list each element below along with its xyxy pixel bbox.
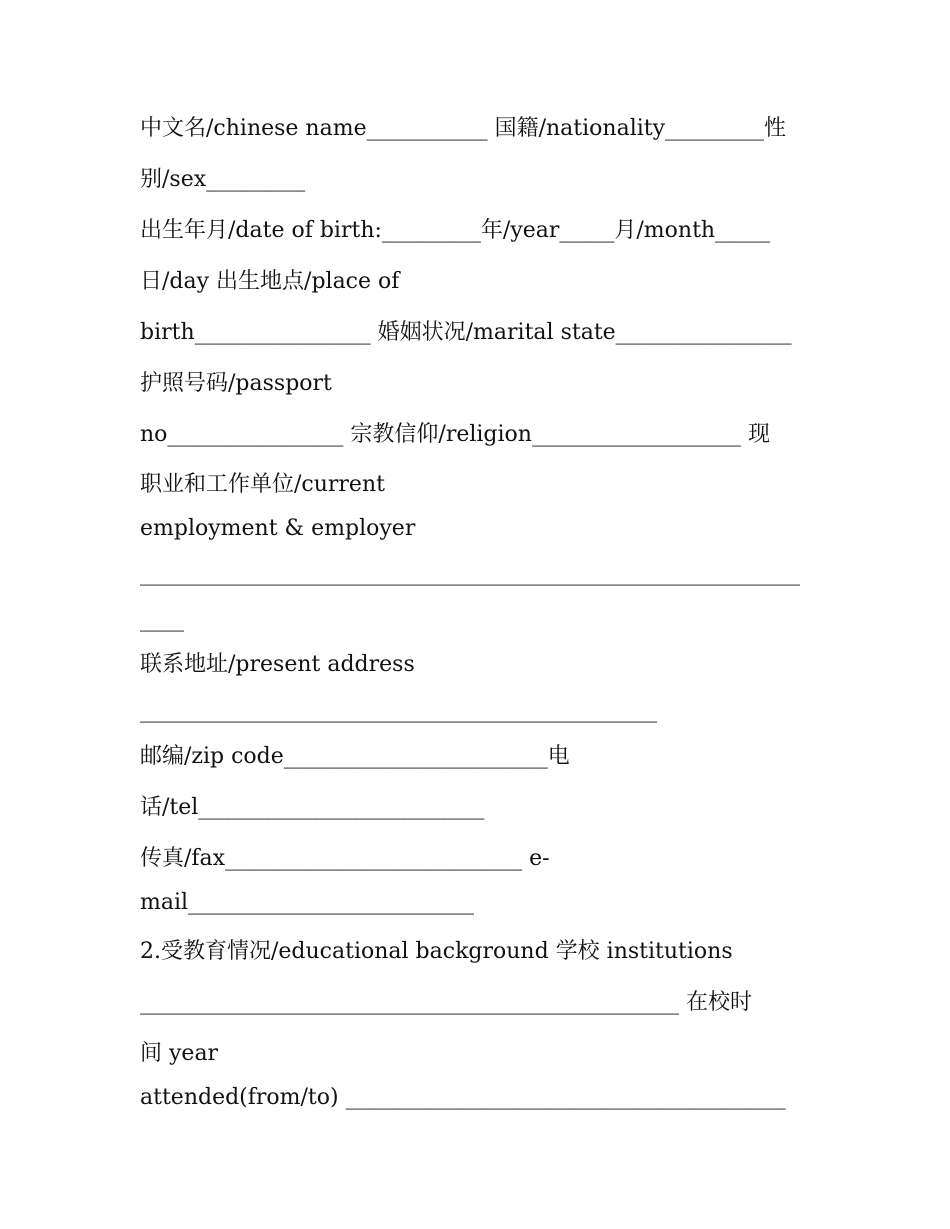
year-attended-line: attended(from/to) ________________________________________ <box>140 1085 786 1110</box>
day-place-of-birth-line: 日/day 出生地点/place of <box>140 269 400 294</box>
date-of-birth-line: 出生年月/date of birth:_________年/year_____月/month_____ <box>140 218 771 243</box>
institutions-blank-line: _________________________________________________ 在校时 <box>140 990 752 1015</box>
email-line: mail__________________________ <box>140 890 475 915</box>
tel-line: 话/tel__________________________ <box>140 795 485 820</box>
passport-line: 护照号码/passport <box>140 371 332 396</box>
employment-blank-line: ____________________________________________________________ <box>140 561 800 586</box>
current-employment-label: 职业和工作单位/current <box>140 472 385 497</box>
present-address-blank-line: _______________________________________________ <box>140 698 657 723</box>
zip-code-tel-line: 邮编/zip code________________________电 <box>140 744 570 769</box>
educational-background-heading: 2.受教育情况/educational background 学校 institutions <box>140 939 733 964</box>
chinese-name-nationality-sex-line: 中文名/chinese name___________ 国籍/nationality_________性 <box>140 116 787 141</box>
present-address-label: 联系地址/present address <box>140 652 415 677</box>
passport-no-religion-line: no________________ 宗教信仰/religion___________________ 现 <box>140 422 770 447</box>
employment-blank-continuation: ____ <box>140 607 184 632</box>
sex-line: 别/sex_________ <box>140 167 306 192</box>
fax-email-line: 传真/fax___________________________ e- <box>140 846 550 871</box>
birth-marital-state-line: birth________________ 婚姻状况/marital state________________ <box>140 320 792 345</box>
year-label: 间 year <box>140 1041 219 1066</box>
employment-employer-label: employment & employer <box>140 516 416 541</box>
